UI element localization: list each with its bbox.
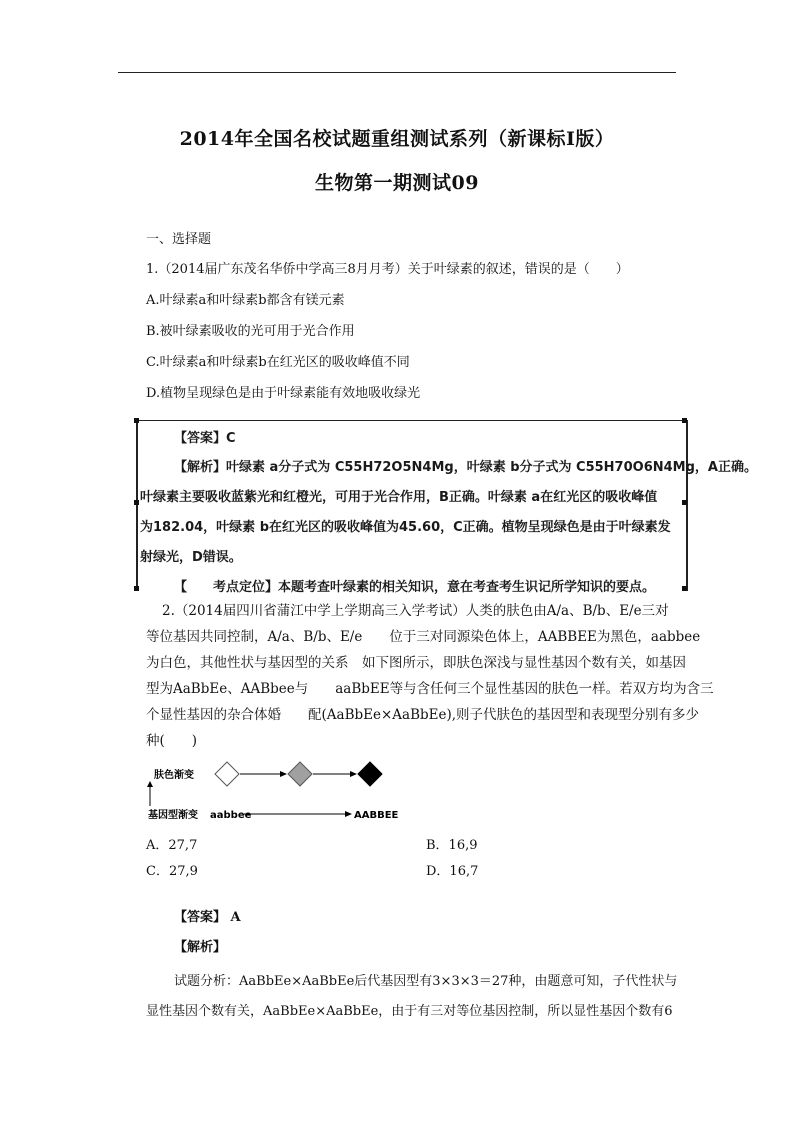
q1-analysis-line: 【解析】叶绿素 a分子式为 C55H72O5N4Mg，叶绿素 b分子式为 C55H70O6N4Mg，A正确。	[174, 460, 757, 475]
q1-option-c: C.叶绿素a和叶绿素b在红光区的吸收峰值不同	[146, 355, 410, 370]
frame-handle	[682, 500, 687, 505]
genotype-start: aabbee	[210, 810, 252, 821]
page-subtitle: 生物第一期测试09	[315, 172, 479, 194]
q2-answer-text: 【答案】 A	[174, 910, 241, 925]
q1-option-a: A.叶绿素a和叶绿素b都含有镁元素	[146, 293, 345, 308]
header-rule	[118, 72, 676, 73]
q2-line: 为白色，其他性状与基因型的关系 如下图所示，即肤色深浅与显性基因个数有关，如基因	[146, 655, 686, 671]
q2-line: 2.（2014届四川省蒲江中学上学期高三入学考试）人类的肤色由A/a、B/b、E/e三对	[162, 603, 669, 619]
page-title: 2014年全国名校试题重组测试系列（新课标Ⅰ版）	[179, 128, 615, 150]
q2-line: 种( )	[146, 733, 198, 749]
q1-analysis-line: 为182.04，叶绿素 b在红光区的吸收峰值为45.60，C正确。植物呈现绿色是由于叶绿素发	[140, 520, 671, 535]
black-diamond	[358, 762, 382, 786]
q1-option-b: B.被叶绿素吸收的光可用于光合作用	[146, 324, 355, 339]
q2-analysis-line: 试题分析：AaBbEe×AaBbEe后代基因型有3×3×3＝27种，由题意可知，子代性状与	[174, 974, 678, 989]
q2-option-a: A．27,7	[146, 838, 198, 853]
q2-analysis-line: 显性基因个数有关，AaBbEe×AaBbEe，由于有三对等位基因控制，所以显性基因个数有6	[146, 1004, 673, 1019]
genotype-gradient-label: 基因型渐变	[148, 810, 198, 821]
frame-handle	[134, 586, 139, 591]
genotype-arrowhead	[345, 811, 352, 817]
q2-line: 型为AaBbEe、AABbee与 aaBbEE等与含任何三个显性基因的肤色一样。若双方均为含三	[146, 681, 714, 697]
arrowhead	[350, 771, 357, 777]
frame-handle	[134, 500, 139, 505]
q2-option-d: D．16,7	[426, 864, 479, 879]
q2-line: 等位基因共同控制，A/a、B/b、E/e 位于三对同源染色体上，AABBEE为黑色，aabbee	[146, 629, 701, 645]
q2-analysis-label: 【解析】	[174, 940, 227, 955]
genotype-end: AABBEE	[354, 810, 399, 821]
q2-line: 个显性基因的杂合体婚 配(AaBbEe×AaBbEe),则子代肤色的基因型和表现型分别有多少	[146, 707, 700, 723]
q1-point: 【 考点定位】本题考查叶绿素的相关知识，意在考查考生识记所学知识的要点。	[174, 580, 656, 595]
gray-diamond	[288, 762, 312, 786]
q2-option-c: C．27,9	[146, 864, 198, 879]
skin-gradient-label: 肤色渐变	[154, 770, 194, 781]
q1-analysis-line: 叶绿素主要吸收蓝紫光和红橙光，可用于光合作用，B正确。叶绿素 a在红光区的吸收峰值	[140, 490, 658, 505]
q1-option-d: D.植物呈现绿色是由于叶绿素能有效地吸收绿光	[146, 386, 421, 401]
frame-handle	[682, 586, 687, 591]
q2-option-b: B．16,9	[426, 838, 478, 853]
q1-stem: 1.（2014届广东茂名华侨中学高三8月月考）关于叶绿素的叙述，错误的是（ ）	[146, 262, 629, 277]
arrowhead	[280, 771, 287, 777]
q1-answer: 【答案】C	[174, 431, 236, 446]
skin-color-diagram	[140, 758, 410, 830]
q1-analysis-line: 射绿光，D错误。	[140, 550, 242, 565]
frame-handle	[682, 418, 687, 423]
axis-arrowhead	[147, 781, 153, 787]
q2-answer	[174, 910, 241, 926]
frame-handle	[134, 418, 139, 423]
section-heading: 一、选择题	[146, 232, 212, 247]
white-diamond	[215, 762, 239, 786]
